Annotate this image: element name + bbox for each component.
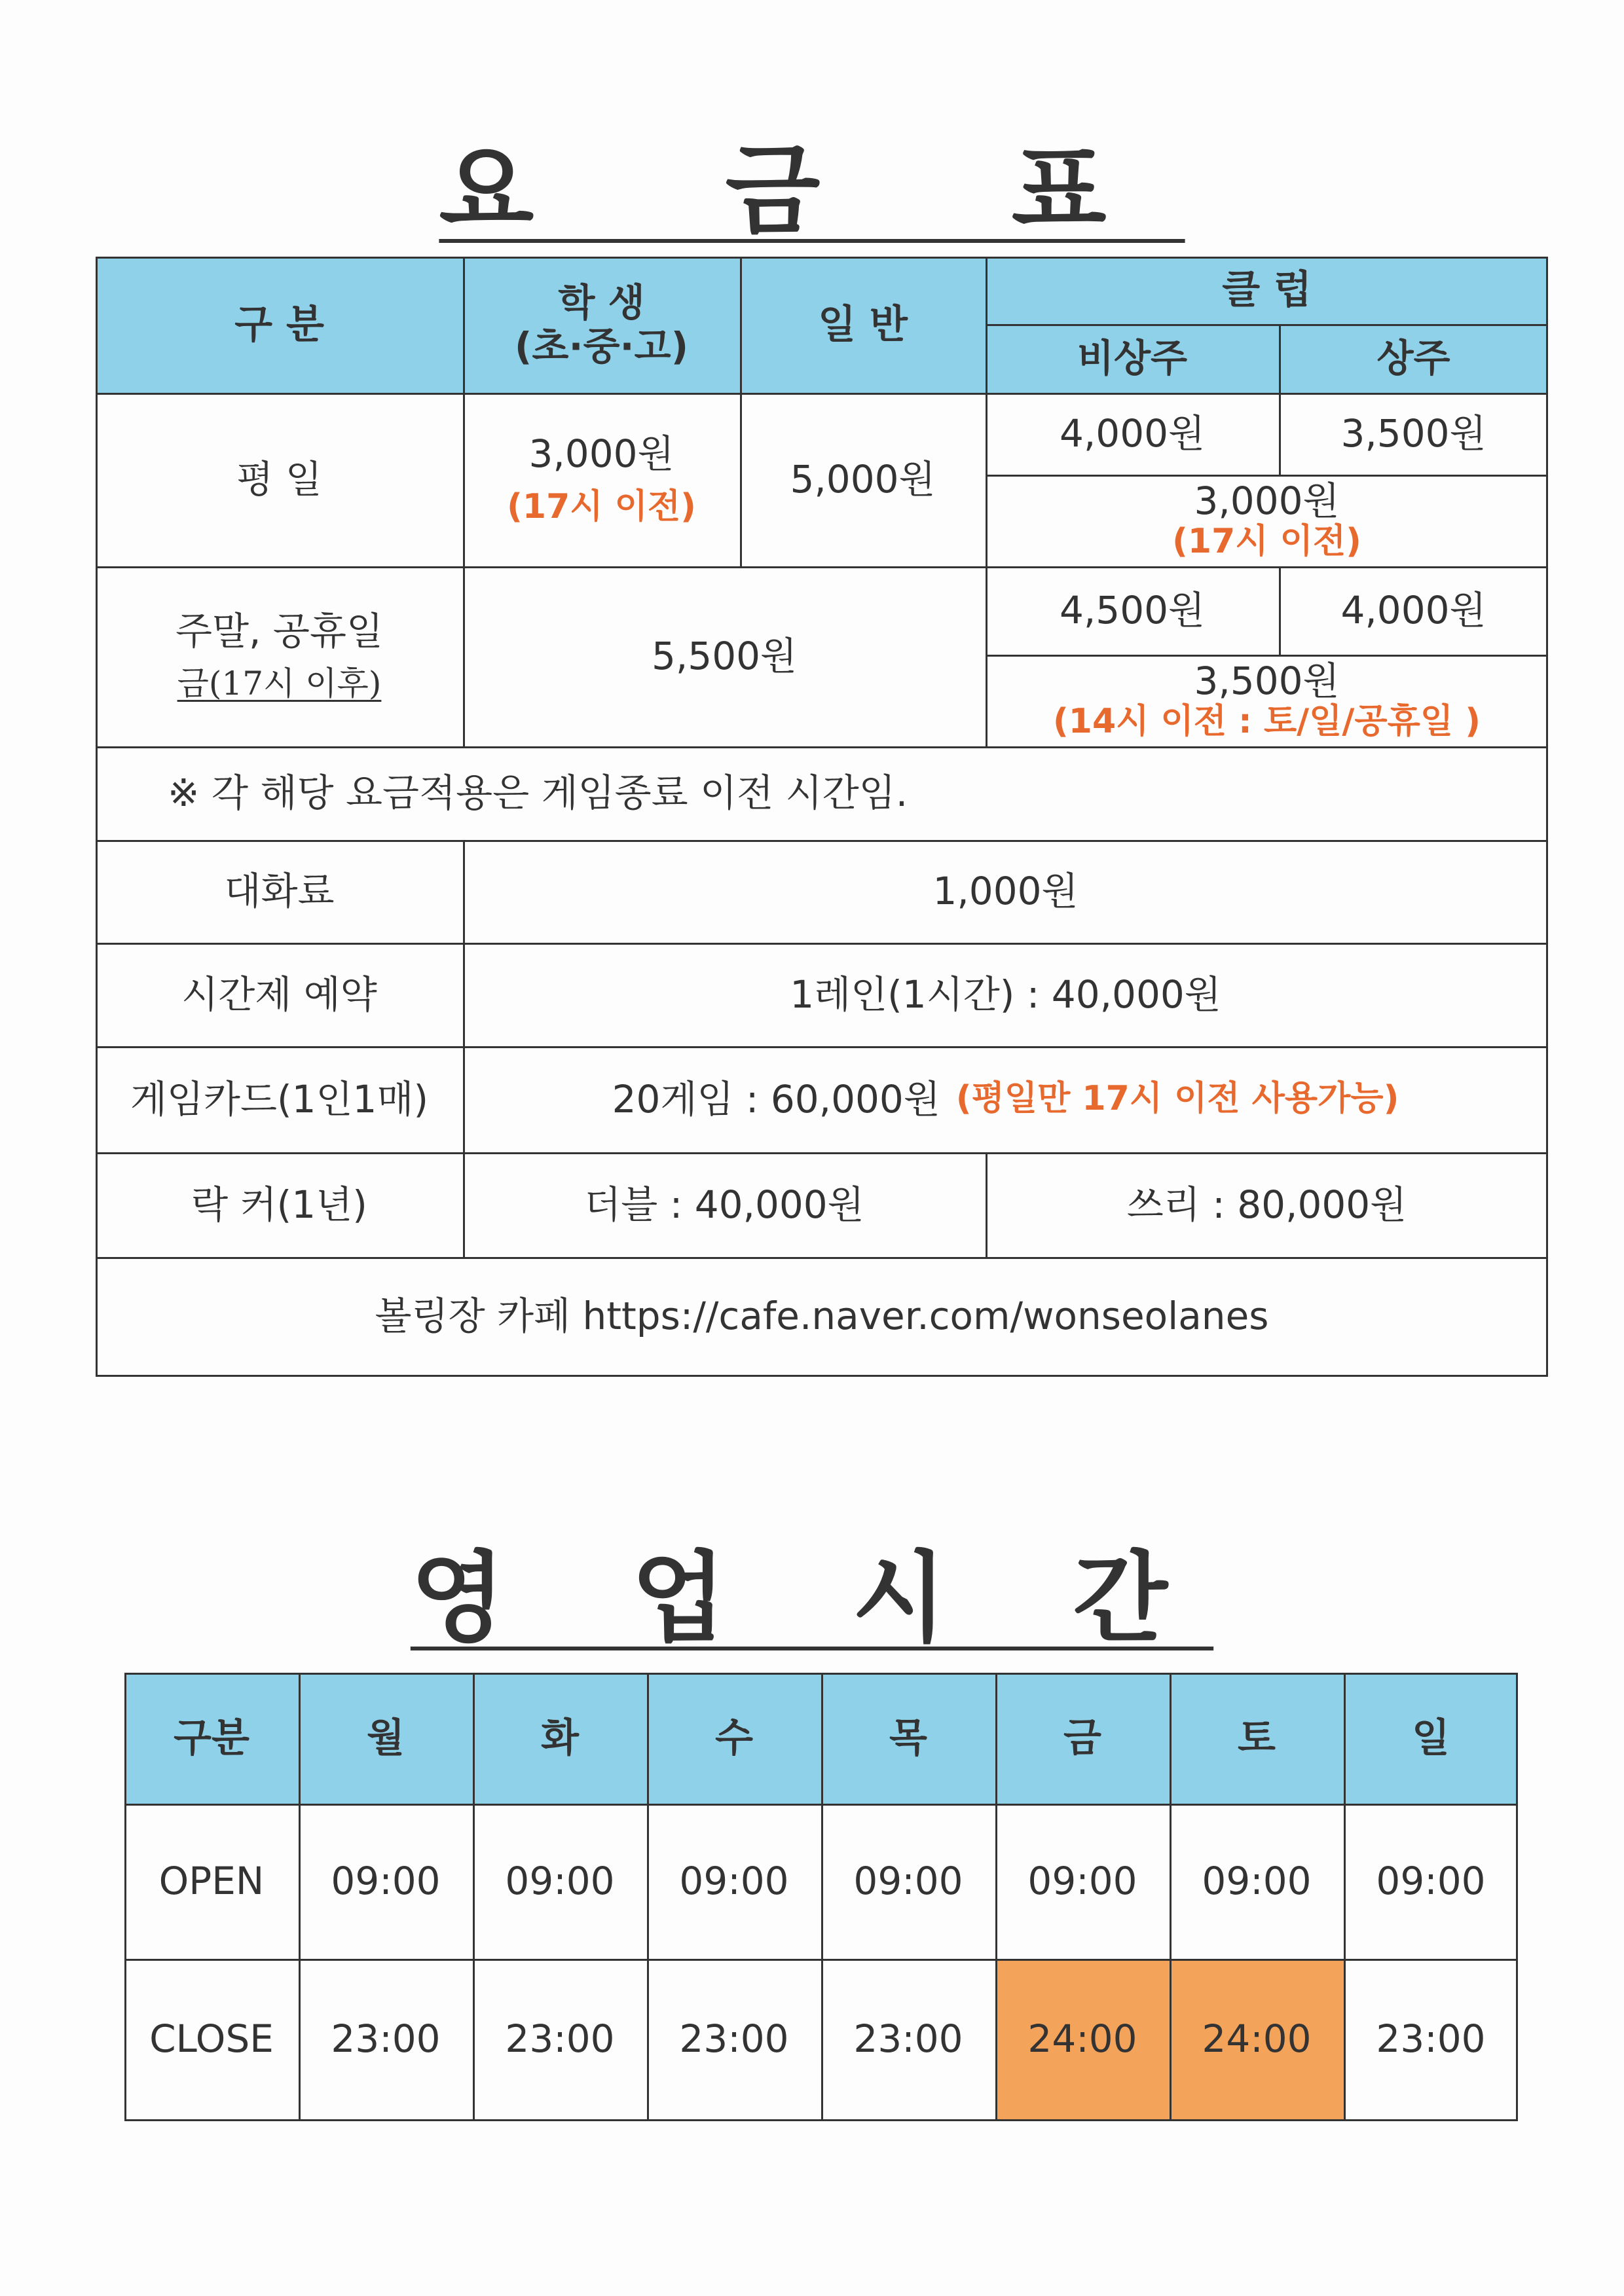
day-wed: 수 [715,1715,753,1761]
weekday-general-price: 5,000원 [790,457,936,502]
close-time-sun: 23:00 [1376,2016,1486,2062]
day-mon: 월 [367,1715,405,1761]
header-category: 구 분 [234,301,324,348]
open-time-tue: 09:00 [505,1859,615,1904]
hours-header-category: 구분 [174,1715,249,1761]
close-label: CLOSE [149,2016,274,2062]
weekend-club-discount: 3,500원 (14시 이전 : 토/일/공휴일 ) [1053,658,1481,742]
close-time-wed: 23:00 [679,2016,789,2062]
weekend-price: 5,500원 [651,634,798,679]
day-thu: 목 [889,1715,927,1761]
locker-triple: 쓰리 : 80,000원 [1126,1182,1407,1227]
header-general: 일 반 [818,301,908,348]
open-time-fri: 09:00 [1027,1859,1137,1904]
open-time-wed: 09:00 [679,1859,789,1904]
day-tue: 화 [541,1715,579,1761]
weekday-club-discount: 3,000원 (17시 이전) [1172,478,1361,562]
weekend-label: 주말, 공휴일 금(17시 이후) [175,609,383,703]
talk-fee-value: 1,000원 [932,869,1079,914]
weekday-student-price: 3,000원 (17시 이전) [507,431,696,526]
fee-notice: ※ 각 해당 요금적용은 게임종료 이전 시간임. [168,771,908,816]
weekday-club-regular: 3,500원 [1340,411,1486,456]
day-sat: 토 [1238,1715,1276,1761]
header-club-non-regular: 비상주 [1077,336,1188,381]
weekend-club-regular: 4,000원 [1340,588,1486,633]
close-time-thu: 23:00 [853,2016,963,2062]
time-reservation-value: 1레인(1시간) : 40,000원 [790,972,1221,1017]
weekend-club-non-regular: 4,500원 [1059,588,1206,633]
open-time-mon: 09:00 [331,1859,441,1904]
game-card-value: 20게임 : 60,000원 (평일만 17시 이전 사용가능) [612,1076,1399,1121]
weekday-club-non-regular: 4,000원 [1059,411,1206,456]
cafe-link[interactable]: 볼링장 카페 https://cafe.naver.com/wonseolanes [375,1293,1269,1338]
close-time-sat: 24:00 [1202,2016,1312,2062]
game-card-label: 게임카드(1인1매) [130,1076,429,1121]
fee-table-title: 요 금 표 [439,134,1185,248]
close-time-tue: 23:00 [505,2016,615,2062]
locker-double: 더블 : 40,000원 [584,1182,864,1227]
time-reservation-label: 시간제 예약 [181,972,377,1017]
header-club-regular: 상주 [1376,336,1450,381]
open-time-sun: 09:00 [1376,1859,1486,1904]
weekday-label: 평 일 [236,457,322,502]
open-label: OPEN [158,1859,265,1904]
close-time-mon: 23:00 [331,2016,441,2062]
header-student: 학 생 (초·중·고) [514,280,689,369]
open-time-thu: 09:00 [853,1859,963,1904]
locker-label: 락 커(1년) [191,1182,367,1227]
header-club: 클 럽 [1222,267,1312,313]
talk-fee-label: 대화료 [224,869,335,914]
day-sun: 일 [1412,1715,1450,1761]
hours-table-title: 영 업 시 간 [410,1542,1214,1656]
close-time-fri: 24:00 [1027,2016,1137,2062]
open-time-sat: 09:00 [1202,1859,1312,1904]
day-fri: 금 [1063,1715,1101,1761]
